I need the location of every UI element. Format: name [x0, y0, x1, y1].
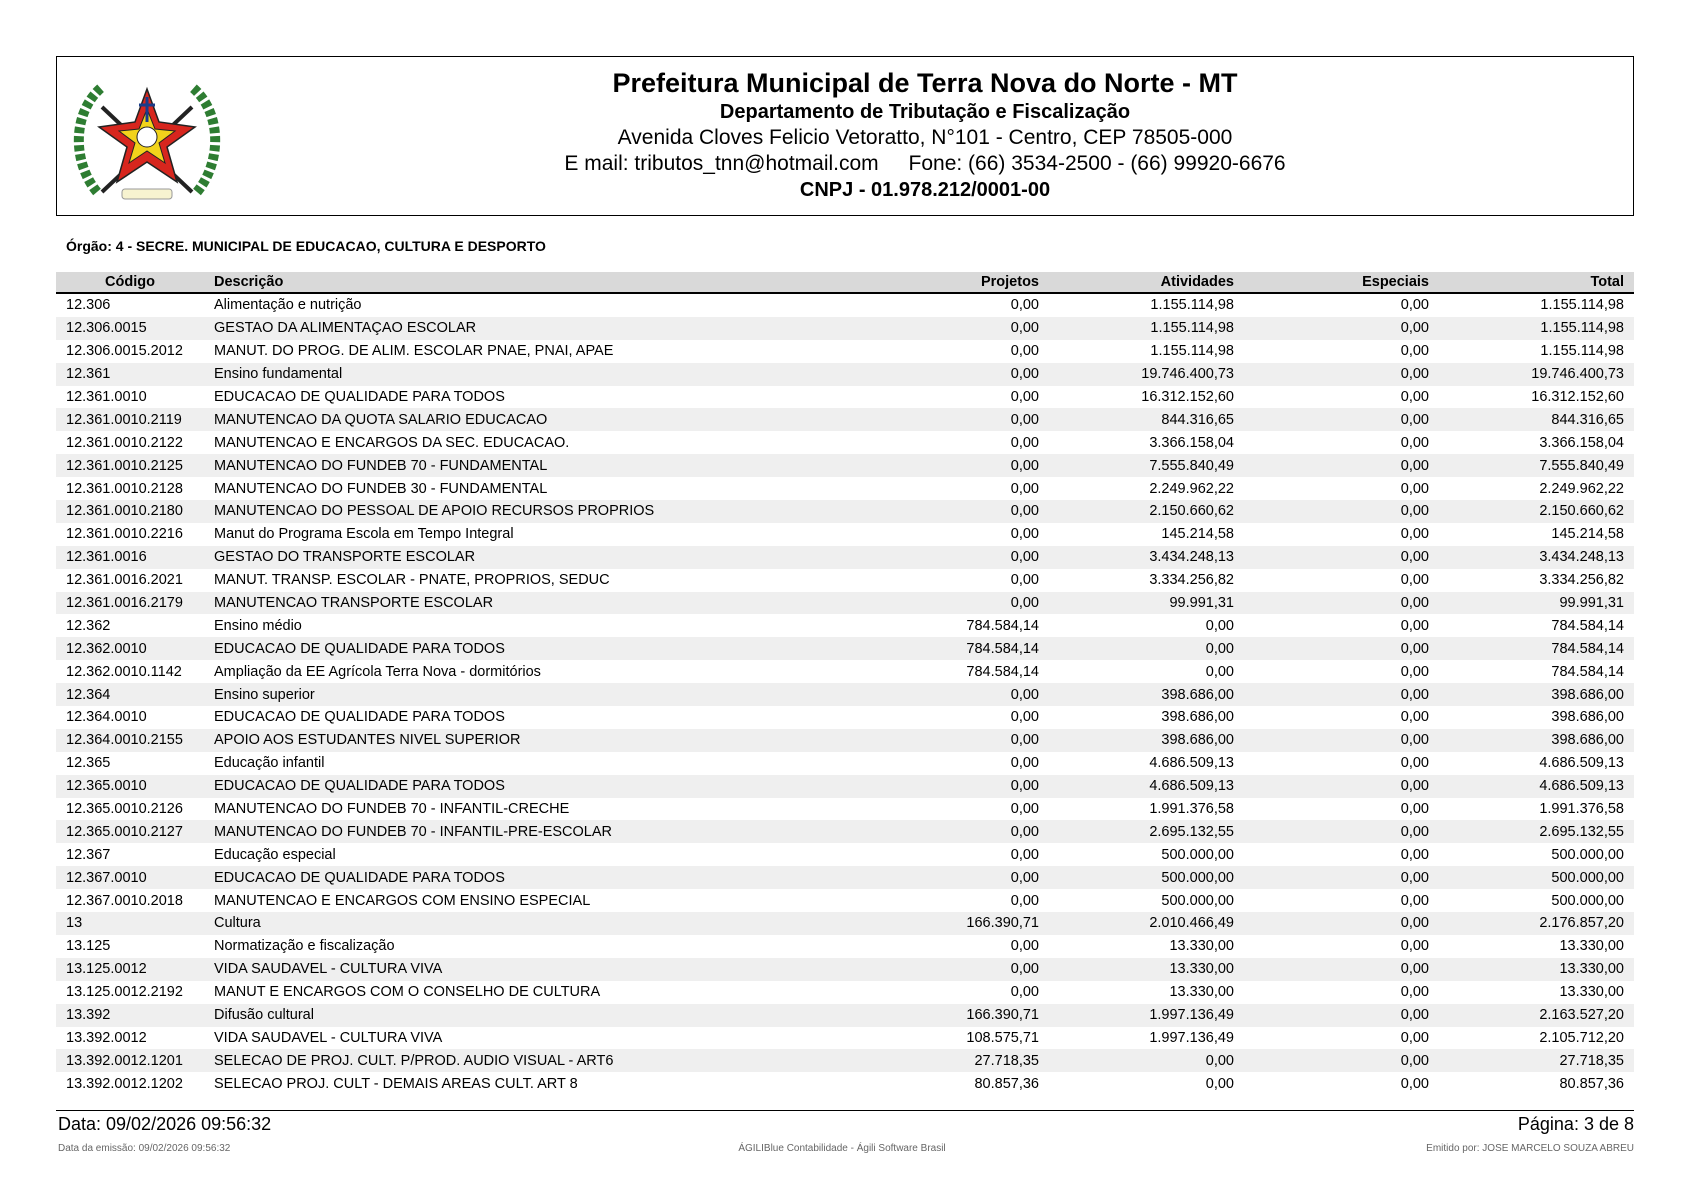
cell-projetos: 0,00 [1010, 892, 1039, 909]
cell-total: 145.214,58 [1551, 526, 1624, 543]
table-row [56, 431, 1634, 454]
cell-projetos: 0,00 [1010, 938, 1039, 955]
cell-especiais: 0,00 [1400, 846, 1429, 863]
cell-projetos: 0,00 [1010, 984, 1039, 1001]
cell-atividades: 2.695.132,55 [1049, 820, 1244, 843]
cell-projetos: 0,00 [1010, 526, 1039, 543]
cell-codigo: 12.361.0010.2122 [66, 434, 183, 451]
cell-projetos: 0,00 [1010, 801, 1039, 818]
cell-atividades: 0,00 [1205, 663, 1234, 680]
table-body [56, 293, 1634, 1095]
table-row [56, 752, 1634, 775]
cell-total: 27.718,35 [1439, 1049, 1634, 1072]
col-header-atividades: Atividades [1049, 272, 1244, 293]
cell-descricao: MANUT E ENCARGOS COM O CONSELHO DE CULTURA [214, 984, 601, 1001]
cell-atividades: 0,00 [1049, 637, 1244, 660]
table-row [56, 820, 1634, 843]
cell-atividades: 1.155.114,98 [1049, 317, 1244, 340]
cell-total: 16.312.152,60 [1531, 389, 1624, 405]
cell-especiais: 0,00 [1244, 317, 1439, 340]
cell-codigo: 12.306.0015.2012 [66, 343, 183, 360]
cell-atividades: 3.334.256,82 [1149, 572, 1234, 589]
header-phone: Fone: (66) 3534-2500 - (66) 99920-6676 [908, 152, 1286, 175]
cell-codigo: 12.361.0010.2119 [56, 408, 204, 431]
table-row [56, 477, 1634, 500]
cell-descricao: Normatização e fiscalização [214, 938, 395, 955]
table-row [56, 340, 1634, 363]
cell-codigo: 12.361.0016.2021 [66, 572, 183, 589]
cell-atividades: 398.686,00 [1161, 709, 1234, 726]
cell-descricao: EDUCACAO DE QUALIDADE PARA TODOS [204, 775, 854, 798]
cell-projetos: 166.390,71 [854, 912, 1049, 935]
cell-descricao: MANUTENCAO TRANSPORTE ESCOLAR [204, 592, 854, 615]
cell-projetos: 0,00 [854, 592, 1049, 615]
cell-projetos: 0,00 [1010, 434, 1039, 451]
cell-descricao: Manut do Programa Escola em Tempo Integral [214, 526, 514, 543]
cell-atividades: 1.155.114,98 [1150, 343, 1234, 360]
cell-descricao: Educação especial [214, 846, 336, 863]
cell-especiais: 0,00 [1244, 592, 1439, 615]
cell-atividades: 398.686,00 [1049, 683, 1244, 706]
cell-atividades: 844.316,65 [1049, 408, 1244, 431]
cell-descricao: VIDA SAUDAVEL - CULTURA VIVA [214, 1029, 443, 1046]
cell-codigo: 12.367.0010 [56, 866, 204, 889]
cell-descricao: EDUCACAO DE QUALIDADE PARA TODOS [214, 709, 505, 726]
table-row [56, 500, 1634, 523]
cell-projetos: 0,00 [854, 683, 1049, 706]
cell-descricao: MANUTENCAO DO FUNDEB 70 - INFANTIL-CRECHE [214, 801, 570, 818]
cell-descricao: Ensino superior [204, 683, 854, 706]
cell-descricao: Ensino médio [214, 617, 302, 634]
cell-especiais: 0,00 [1400, 343, 1429, 360]
cell-codigo: 12.364.0010 [66, 709, 147, 726]
table-row [56, 637, 1634, 660]
cell-atividades: 500.000,00 [1049, 866, 1244, 889]
cell-especiais: 0,00 [1244, 637, 1439, 660]
cell-projetos: 0,00 [854, 363, 1049, 386]
cell-codigo: 12.361.0010.2128 [66, 480, 183, 497]
footer-emitted-by: Emitido por: JOSE MARCELO SOUZA ABREU [1426, 1143, 1634, 1154]
cell-projetos: 0,00 [854, 820, 1049, 843]
cell-especiais: 0,00 [1400, 801, 1429, 818]
cell-especiais: 0,00 [1244, 820, 1439, 843]
cell-atividades: 500.000,00 [1161, 846, 1234, 863]
table-row [56, 866, 1634, 889]
cell-codigo: 12.361.0016.2179 [56, 592, 204, 615]
cell-projetos: 0,00 [1010, 343, 1039, 360]
cell-especiais: 0,00 [1400, 984, 1429, 1001]
cell-codigo: 12.361.0010.2180 [56, 500, 204, 523]
cell-projetos: 0,00 [1010, 755, 1039, 772]
cell-especiais: 0,00 [1244, 363, 1439, 386]
cell-descricao: MANUTENCAO DO PESSOAL DE APOIO RECURSOS PROPRIOS [204, 500, 854, 523]
cell-atividades: 3.366.158,04 [1149, 434, 1234, 451]
cell-especiais: 0,00 [1400, 389, 1429, 405]
cell-atividades: 0,00 [1049, 1049, 1244, 1072]
footer-date: Data: 09/02/2026 09:56:32 [58, 1114, 272, 1134]
cell-codigo: 12.361.0010.2216 [66, 526, 183, 543]
table-row [56, 1072, 1634, 1095]
cell-total: 784.584,14 [1439, 637, 1634, 660]
report-header [56, 56, 1634, 216]
cell-descricao: Ampliação da EE Agrícola Terra Nova - dormitórios [214, 663, 541, 680]
cell-especiais: 0,00 [1400, 755, 1429, 772]
table-row [56, 1049, 1634, 1072]
cell-especiais: 0,00 [1400, 480, 1429, 497]
cell-especiais: 0,00 [1400, 297, 1429, 314]
cell-total: 784.584,14 [1551, 617, 1624, 634]
cell-especiais: 0,00 [1244, 775, 1439, 798]
cell-total: 3.334.256,82 [1539, 572, 1624, 589]
cell-descricao: MANUT. TRANSP. ESCOLAR - PNATE, PROPRIOS, SEDUC [214, 572, 610, 589]
table-row [56, 614, 1634, 637]
cell-descricao: MANUTENCAO E ENCARGOS COM ENSINO ESPECIAL [214, 892, 591, 909]
cell-descricao: GESTAO DO TRANSPORTE ESCOLAR [204, 546, 854, 569]
table-row [56, 798, 1634, 821]
table-row [56, 293, 1634, 317]
cell-projetos: 0,00 [854, 958, 1049, 981]
footer-emission-date: Data da emissão: 09/02/2026 09:56:32 [58, 1143, 231, 1154]
cell-total: 2.150.660,62 [1439, 500, 1634, 523]
cell-atividades: 145.214,58 [1161, 526, 1234, 543]
col-header-projetos: Projetos [854, 272, 1049, 293]
table-row [56, 660, 1634, 683]
cell-atividades: 0,00 [1205, 617, 1234, 634]
cell-descricao: MANUTENCAO E ENCARGOS DA SEC. EDUCACAO. [214, 434, 570, 451]
cell-atividades: 2.010.466,49 [1049, 912, 1244, 935]
cell-descricao: APOIO AOS ESTUDANTES NIVEL SUPERIOR [204, 729, 854, 752]
cell-projetos: 166.390,71 [854, 1004, 1049, 1027]
cell-especiais: 0,00 [1244, 866, 1439, 889]
table-row [56, 546, 1634, 569]
cell-codigo: 12.361.0010 [66, 389, 147, 405]
table-header-row [56, 272, 1634, 293]
cell-atividades: 13.330,00 [1169, 938, 1234, 955]
cell-atividades: 2.249.962,22 [1149, 480, 1234, 497]
cell-total: 398.686,00 [1551, 709, 1624, 726]
cell-projetos: 0,00 [854, 500, 1049, 523]
cell-total: 1.991.376,58 [1539, 801, 1624, 818]
cell-codigo: 12.361 [56, 363, 204, 386]
cell-total: 4.686.509,13 [1539, 755, 1624, 772]
budget-table [56, 272, 1634, 1095]
cell-descricao: MANUTENCAO DO FUNDEB 70 - INFANTIL-PRE-ESCOLAR [204, 820, 854, 843]
cell-especiais: 0,00 [1244, 912, 1439, 935]
cell-projetos: 0,00 [1010, 846, 1039, 863]
footer-divider [56, 1110, 1634, 1111]
cell-atividades: 398.686,00 [1049, 729, 1244, 752]
cell-descricao: MANUTENCAO DO FUNDEB 30 - FUNDAMENTAL [214, 480, 548, 497]
cell-atividades: 1.991.376,58 [1149, 801, 1234, 818]
cell-total: 398.686,00 [1439, 729, 1634, 752]
cell-total: 500.000,00 [1551, 892, 1624, 909]
cell-projetos: 0,00 [1010, 572, 1039, 589]
cell-codigo: 12.365.0010.2127 [56, 820, 204, 843]
cell-projetos: 0,00 [854, 729, 1049, 752]
cell-especiais: 0,00 [1244, 408, 1439, 431]
table-row [56, 981, 1634, 1004]
cell-atividades: 19.746.400,73 [1049, 363, 1244, 386]
cell-descricao: SELECAO PROJ. CULT - DEMAIS AREAS CULT. ART 8 [214, 1075, 578, 1092]
cell-codigo: 12.306.0015 [56, 317, 204, 340]
cell-projetos: 0,00 [854, 775, 1049, 798]
cell-especiais: 0,00 [1400, 663, 1429, 680]
cell-projetos: 0,00 [854, 317, 1049, 340]
cell-especiais: 0,00 [1400, 617, 1429, 634]
cell-descricao: EDUCACAO DE QUALIDADE PARA TODOS [214, 389, 505, 405]
cell-especiais: 0,00 [1400, 709, 1429, 726]
cell-codigo: 12.365 [66, 755, 111, 772]
cell-descricao: Educação infantil [214, 755, 325, 772]
cell-total: 3.434.248,13 [1439, 546, 1634, 569]
cell-atividades: 7.555.840,49 [1049, 454, 1244, 477]
cell-codigo: 13.125.0012 [56, 958, 204, 981]
table-row [56, 729, 1634, 752]
cell-especiais: 0,00 [1244, 454, 1439, 477]
table-row [56, 523, 1634, 546]
cell-codigo: 13.392 [56, 1004, 204, 1027]
cell-total: 2.105.712,20 [1539, 1029, 1624, 1046]
cell-atividades: 4.686.509,13 [1149, 755, 1234, 772]
cell-atividades: 4.686.509,13 [1049, 775, 1244, 798]
cell-codigo: 13 [56, 912, 204, 935]
cell-projetos: 0,00 [854, 454, 1049, 477]
cell-descricao: MANUT. DO PROG. DE ALIM. ESCOLAR PNAE, PNAI, APAE [214, 343, 614, 360]
table-row [56, 569, 1634, 592]
header-email: E mail: tributos_tnn@hotmail.com [564, 152, 879, 175]
header-subtitle: Departamento de Tributação e Fiscalização [719, 101, 1131, 123]
cell-codigo: 12.367.0010.2018 [66, 892, 183, 909]
cell-descricao: Difusão cultural [204, 1004, 854, 1027]
cell-projetos: 108.575,71 [966, 1029, 1039, 1046]
col-header-total: Total [1439, 272, 1634, 293]
cell-codigo: 13.392.0012.1201 [56, 1049, 204, 1072]
cell-total: 1.155.114,98 [1439, 317, 1634, 340]
cell-total: 80.857,36 [1559, 1075, 1624, 1092]
cell-total: 784.584,14 [1551, 663, 1624, 680]
cell-projetos: 0,00 [1010, 709, 1039, 726]
cell-codigo: 12.367 [66, 846, 111, 863]
cell-codigo: 12.365.0010 [56, 775, 204, 798]
cell-total: 2.163.527,20 [1439, 1004, 1634, 1027]
cell-especiais: 0,00 [1244, 958, 1439, 981]
cell-especiais: 0,00 [1244, 683, 1439, 706]
footer-software: ÁGILIBlue Contabilidade - Ágili Software Brasil [738, 1143, 946, 1154]
cell-especiais: 0,00 [1400, 938, 1429, 955]
cell-projetos: 784.584,14 [966, 663, 1039, 680]
cell-total: 2.695.132,55 [1439, 820, 1634, 843]
table-row [56, 363, 1634, 386]
table-row [56, 317, 1634, 340]
cell-descricao: SELECAO DE PROJ. CULT. P/PROD. AUDIO VISUAL - ART6 [204, 1049, 854, 1072]
cell-especiais: 0,00 [1244, 729, 1439, 752]
cell-descricao: MANUTENCAO DA QUOTA SALARIO EDUCACAO [204, 408, 854, 431]
cell-total: 2.176.857,20 [1439, 912, 1634, 935]
cell-total: 500.000,00 [1439, 866, 1634, 889]
table-row [56, 775, 1634, 798]
table-row [56, 592, 1634, 615]
cell-atividades: 13.330,00 [1049, 958, 1244, 981]
cell-total: 1.155.114,98 [1540, 297, 1624, 314]
header-address: Avenida Cloves Felicio Vetoratto, N°101 - Centro, CEP 78505-000 [617, 126, 1233, 149]
cell-atividades: 3.434.248,13 [1049, 546, 1244, 569]
table-row [56, 1004, 1634, 1027]
table-row [56, 935, 1634, 958]
footer-page-number: Página: 3 de 8 [1517, 1114, 1634, 1134]
cell-descricao: Alimentação e nutrição [214, 297, 362, 314]
col-header-descricao: Descrição [204, 272, 854, 293]
cell-codigo: 12.365.0010.2126 [66, 801, 183, 818]
cell-total: 844.316,65 [1439, 408, 1634, 431]
cell-codigo: 12.362.0010.1142 [66, 663, 182, 680]
table-row [56, 958, 1634, 981]
cell-total: 99.991,31 [1439, 592, 1634, 615]
cell-total: 13.330,00 [1559, 938, 1624, 955]
cell-codigo: 12.364 [56, 683, 204, 706]
col-header-codigo: Código [56, 272, 204, 293]
cell-codigo: 13.392.0012 [66, 1029, 147, 1046]
cell-projetos: 80.857,36 [974, 1075, 1039, 1092]
table-row [56, 386, 1634, 409]
orgao-title: Órgão: 4 - SECRE. MUNICIPAL DE EDUCACAO, CULTURA E DESPORTO [66, 238, 546, 254]
cell-atividades: 0,00 [1205, 1075, 1234, 1092]
cell-especiais: 0,00 [1400, 1075, 1429, 1092]
cell-codigo: 12.361.0016 [56, 546, 204, 569]
col-header-especiais: Especiais [1244, 272, 1439, 293]
table-row [56, 843, 1634, 866]
cell-total: 19.746.400,73 [1439, 363, 1634, 386]
cell-codigo: 13.125.0012.2192 [66, 984, 183, 1001]
cell-total: 398.686,00 [1439, 683, 1634, 706]
table-row [56, 454, 1634, 477]
cell-especiais: 0,00 [1400, 572, 1429, 589]
cell-atividades: 13.330,00 [1169, 984, 1234, 1001]
cell-projetos: 0,00 [854, 408, 1049, 431]
cell-codigo: 13.125 [66, 938, 111, 955]
cell-especiais: 0,00 [1400, 434, 1429, 451]
cell-total: 2.249.962,22 [1539, 480, 1624, 497]
cell-projetos: 784.584,14 [854, 637, 1049, 660]
cell-atividades: 1.997.136,49 [1049, 1004, 1244, 1027]
cell-projetos: 0,00 [1010, 297, 1039, 314]
table-row [56, 1027, 1634, 1050]
header-cnpj: CNPJ - 01.978.212/0001-00 [799, 179, 1051, 201]
cell-total: 1.155.114,98 [1540, 343, 1624, 360]
cell-descricao: EDUCACAO DE QUALIDADE PARA TODOS [204, 866, 854, 889]
table-row [56, 912, 1634, 935]
cell-codigo: 12.362 [66, 617, 111, 634]
cell-projetos: 0,00 [854, 866, 1049, 889]
cell-atividades: 16.312.152,60 [1141, 389, 1234, 405]
cell-codigo: 13.392.0012.1202 [66, 1075, 183, 1092]
cell-projetos: 0,00 [1010, 389, 1039, 405]
cell-descricao: VIDA SAUDAVEL - CULTURA VIVA [204, 958, 854, 981]
cell-especiais: 0,00 [1400, 1029, 1429, 1046]
cell-descricao: EDUCACAO DE QUALIDADE PARA TODOS [204, 637, 854, 660]
cell-atividades: 500.000,00 [1161, 892, 1234, 909]
cell-especiais: 0,00 [1244, 1049, 1439, 1072]
cell-codigo: 12.362.0010 [56, 637, 204, 660]
table-row [56, 408, 1634, 431]
cell-especiais: 0,00 [1244, 500, 1439, 523]
cell-especiais: 0,00 [1244, 546, 1439, 569]
header-title: Prefeitura Municipal de Terra Nova do Norte - MT [612, 68, 1238, 98]
cell-atividades: 2.150.660,62 [1049, 500, 1244, 523]
cell-especiais: 0,00 [1400, 892, 1429, 909]
cell-especiais: 0,00 [1244, 1004, 1439, 1027]
cell-total: 3.366.158,04 [1539, 434, 1624, 451]
cell-projetos: 0,00 [1010, 480, 1039, 497]
cell-atividades: 1.997.136,49 [1149, 1029, 1234, 1046]
table-row [56, 706, 1634, 729]
header-contact [227, 151, 1623, 177]
cell-atividades: 1.155.114,98 [1150, 297, 1234, 314]
cell-projetos: 784.584,14 [966, 617, 1039, 634]
coat-of-arms-logo [67, 67, 227, 207]
cell-total: 13.330,00 [1559, 984, 1624, 1001]
cell-total: 500.000,00 [1551, 846, 1624, 863]
table-row [56, 683, 1634, 706]
cell-projetos: 0,00 [854, 546, 1049, 569]
cell-total: 13.330,00 [1439, 958, 1634, 981]
cell-projetos: 27.718,35 [854, 1049, 1049, 1072]
cell-atividades: 99.991,31 [1049, 592, 1244, 615]
cell-codigo: 12.364.0010.2155 [56, 729, 204, 752]
cell-descricao: Cultura [204, 912, 854, 935]
cell-descricao: GESTAO DA ALIMENTAÇAO ESCOLAR [204, 317, 854, 340]
cell-total: 7.555.840,49 [1439, 454, 1634, 477]
cell-total: 4.686.509,13 [1439, 775, 1634, 798]
cell-descricao: Ensino fundamental [204, 363, 854, 386]
cell-codigo: 12.306 [66, 297, 111, 314]
cell-codigo: 12.361.0010.2125 [56, 454, 204, 477]
cell-especiais: 0,00 [1400, 526, 1429, 543]
cell-descricao: MANUTENCAO DO FUNDEB 70 - FUNDAMENTAL [204, 454, 854, 477]
table-row [56, 889, 1634, 912]
